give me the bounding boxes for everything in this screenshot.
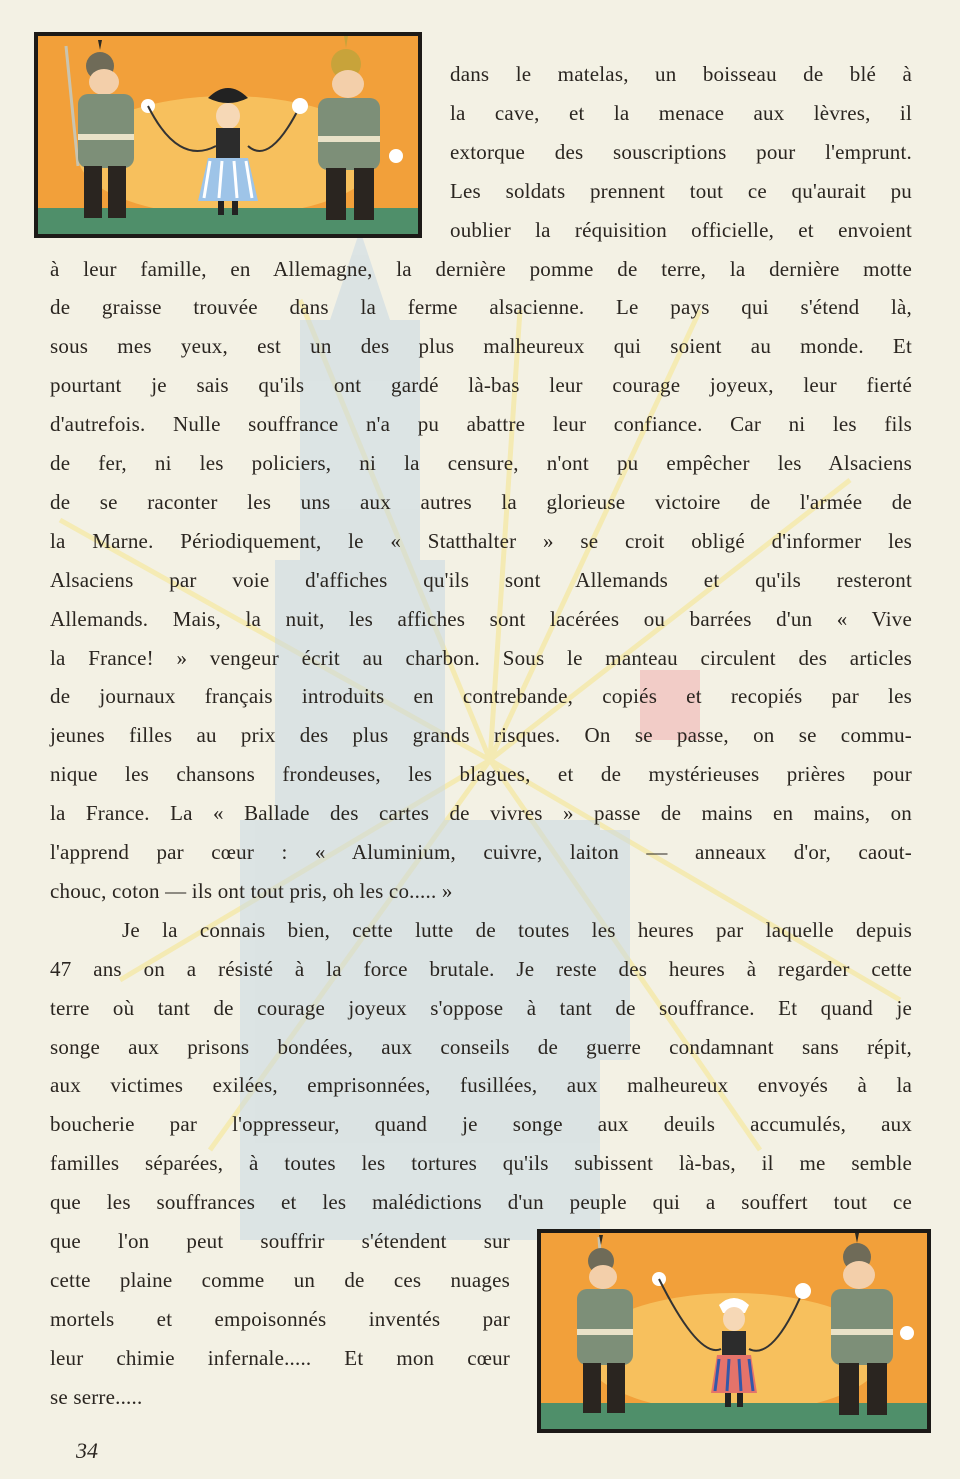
text-line: pourtant je sais qu'ils ont gardé là-bas leur courage joyeux, leur fierté — [50, 373, 912, 398]
text-line: dans le matelas, un boisseau de blé à — [450, 62, 912, 86]
text-line: chouc, coton — ils ont tout pris, oh les co..... » — [50, 878, 453, 903]
illustration-bottom — [537, 1229, 931, 1433]
text-line: jeunes filles au prix des plus grands risques. On se passe, on se commu- — [50, 723, 912, 748]
text-line: leur chimie infernale..... Et mon cœur — [50, 1345, 510, 1370]
text-line: de journaux français introduits en contrebande, copiés et recopiés par les — [50, 684, 912, 709]
text-line: Alsaciens par voie d'affiches qu'ils sont Allemands et qu'ils resteront — [50, 567, 912, 592]
text-line: nique les chansons frondeuses, les blagues, et de mystérieuses prières pour — [50, 762, 912, 787]
text-line: la France. La « Ballade des cartes de vivres » passe de mains en mains, on — [50, 801, 912, 826]
text-line: à leur famille, en Allemagne, la dernière pomme de terre, la dernière motte — [50, 256, 912, 281]
text-line: songe aux prisons bondées, aux conseils de guerre condamnant sans répit, — [50, 1034, 912, 1059]
text-line: l'apprend par cœur : « Aluminium, cuivre, laiton — anneaux d'or, caout- — [50, 840, 912, 864]
text-line: de graisse trouvée dans la ferme alsacienne. Le pays qui s'étend là, — [50, 295, 912, 320]
text-line: se serre..... — [50, 1384, 143, 1409]
text-line: Les soldats prennent tout ce qu'aurait pu — [450, 178, 912, 203]
text-line: sous mes yeux, est un des plus malheureux qui soient au monde. Et — [50, 334, 912, 359]
text-line: aux victimes exilées, emprisonnées, fusillées, aux malheureux envoyés à la — [50, 1073, 912, 1098]
text-line: extorque des souscriptions pour l'emprunt. — [450, 139, 912, 164]
text-line: Je la connais bien, cette lutte de toutes les heures par laquelle depuis — [122, 917, 912, 942]
text-line: la France! » vengeur écrit au charbon. Sous le manteau circulent des articles — [50, 645, 912, 670]
text-line: Allemands. Mais, la nuit, les affiches sont lacérées ou barrées d'un « Vive — [50, 606, 912, 631]
text-line: oublier la réquisition officielle, et envoient — [450, 217, 912, 242]
text-line: la cave, et la menace aux lèvres, il — [450, 100, 912, 125]
text-line: boucherie par l'oppresseur, quand je songe aux deuils accumulés, aux — [50, 1112, 912, 1137]
text-line: que l'on peut souffrir s'étendent sur — [50, 1229, 510, 1253]
page-number: 34 — [76, 1438, 98, 1463]
illustration-top — [34, 32, 422, 238]
text-line: terre où tant de courage joyeux s'oppose à tant de souffrance. Et quand je — [50, 995, 912, 1020]
text-line: que les souffrances et les malédictions d'un peuple qui a souffert tout ce — [50, 1190, 912, 1215]
text-line: familles séparées, à toutes les tortures qu'ils subissent là-bas, il me semble — [50, 1151, 912, 1176]
text-line: d'autrefois. Nulle souffrance n'a pu abattre leur confiance. Car ni les fils — [50, 412, 912, 437]
text-line: mortels et empoisonnés inventés par — [50, 1306, 510, 1331]
text-line: de se raconter les uns aux autres la glorieuse victoire de l'armée de — [50, 489, 912, 514]
text-line: de fer, ni les policiers, ni la censure, n'ont pu empêcher les Alsaciens — [50, 451, 912, 475]
text-line: cette plaine comme un de ces nuages — [50, 1267, 510, 1292]
text-line: 47 ans on a résisté à la force brutale. Je reste des heures à regarder cette — [50, 956, 912, 981]
text-line: la Marne. Périodiquement, le « Statthalter » se croit obligé d'informer les — [50, 528, 912, 553]
